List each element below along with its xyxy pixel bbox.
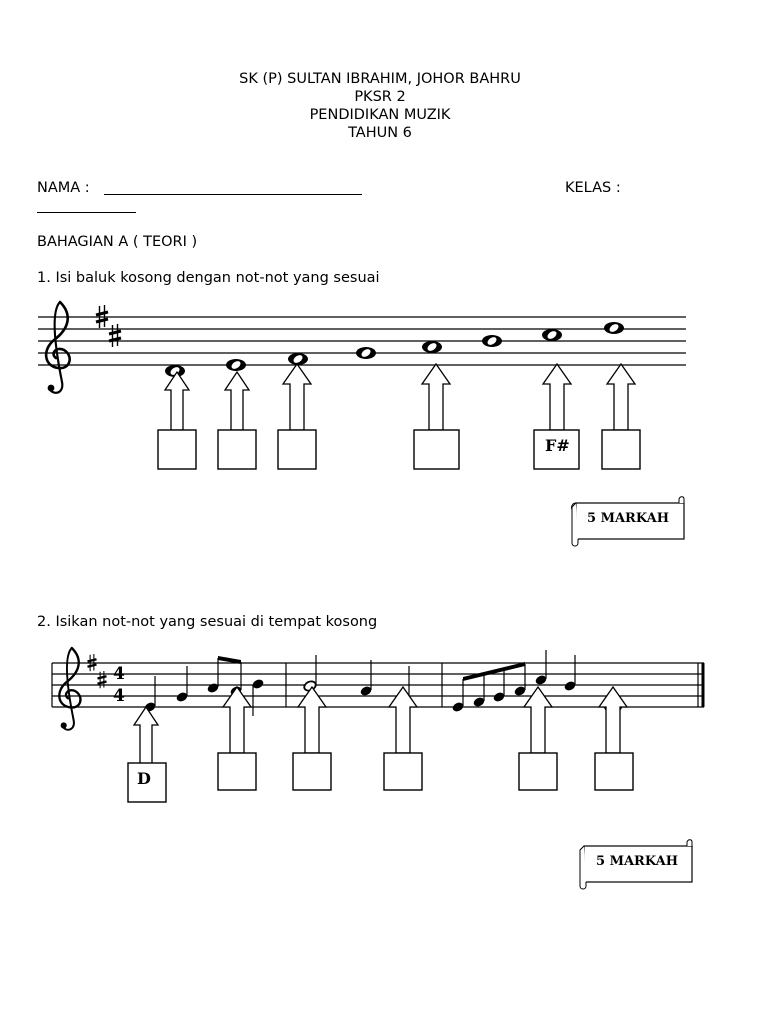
treble-clef-icon	[46, 302, 70, 393]
eighth-note-group	[451, 662, 526, 713]
whole-note	[542, 329, 562, 341]
answer-d: D	[137, 769, 151, 788]
up-arrow-icon	[283, 364, 311, 430]
up-arrow-icon	[134, 707, 158, 765]
up-arrow-icon	[223, 687, 251, 753]
quarter-note	[251, 678, 264, 716]
question-1-text: 1. Isi baluk kosong dengan not-not yang sesuai	[37, 270, 380, 286]
scroll-banner-icon	[580, 840, 692, 889]
subject-name: PENDIDIKAN MUZIK	[309, 107, 451, 123]
name-label: NAMA :	[37, 180, 90, 196]
whole-note	[422, 341, 442, 353]
up-arrow-icon	[225, 372, 249, 430]
up-arrow-icon	[298, 687, 326, 753]
school-name: SK (P) SULTAN IBRAHIM, JOHOR BAHRU	[239, 71, 521, 87]
whole-note	[356, 347, 376, 359]
answer-box[interactable]	[293, 753, 331, 790]
answer-box[interactable]	[595, 753, 633, 790]
sharp-icon	[109, 324, 121, 347]
time-signature-bottom: 4	[113, 686, 125, 706]
up-arrow-icon	[543, 364, 571, 430]
up-arrow-icon	[165, 372, 189, 430]
class-label: KELAS :	[565, 180, 621, 196]
whole-note	[288, 353, 308, 365]
answer-box[interactable]	[414, 430, 459, 469]
program-name: PKSR 2	[354, 89, 406, 105]
section-title: BAHAGIAN A ( TEORI )	[37, 234, 198, 250]
up-arrow-icon	[389, 687, 417, 753]
answer-box[interactable]	[384, 753, 422, 790]
answer-f-sharp: F#	[545, 436, 570, 455]
answer-box[interactable]	[519, 753, 557, 790]
answer-box[interactable]	[128, 763, 166, 802]
up-arrow-icon	[607, 364, 635, 430]
marks-label: 5 MARKAH	[596, 854, 678, 869]
answer-box[interactable]	[218, 430, 256, 469]
whole-note	[482, 335, 502, 347]
up-arrow-icon	[599, 687, 627, 753]
year-level: TAHUN 6	[348, 125, 412, 141]
whole-note	[226, 359, 246, 371]
up-arrow-icon	[524, 687, 552, 753]
answer-box[interactable]	[278, 430, 316, 469]
time-signature-top: 4	[113, 664, 125, 684]
scroll-banner-icon	[572, 497, 685, 546]
answer-box[interactable]	[158, 430, 196, 469]
quarter-note	[534, 650, 547, 686]
up-arrow-icon	[422, 364, 450, 430]
treble-clef-icon	[59, 648, 80, 730]
answer-box[interactable]	[534, 430, 579, 469]
whole-note	[604, 322, 624, 334]
question-2-text: 2. Isikan not-not yang sesuai di tempat kosong	[37, 614, 378, 630]
quarter-note	[359, 660, 372, 697]
marks-label: 5 MARKAH	[587, 511, 669, 526]
answer-box[interactable]	[602, 430, 640, 469]
answer-box[interactable]	[218, 753, 256, 790]
